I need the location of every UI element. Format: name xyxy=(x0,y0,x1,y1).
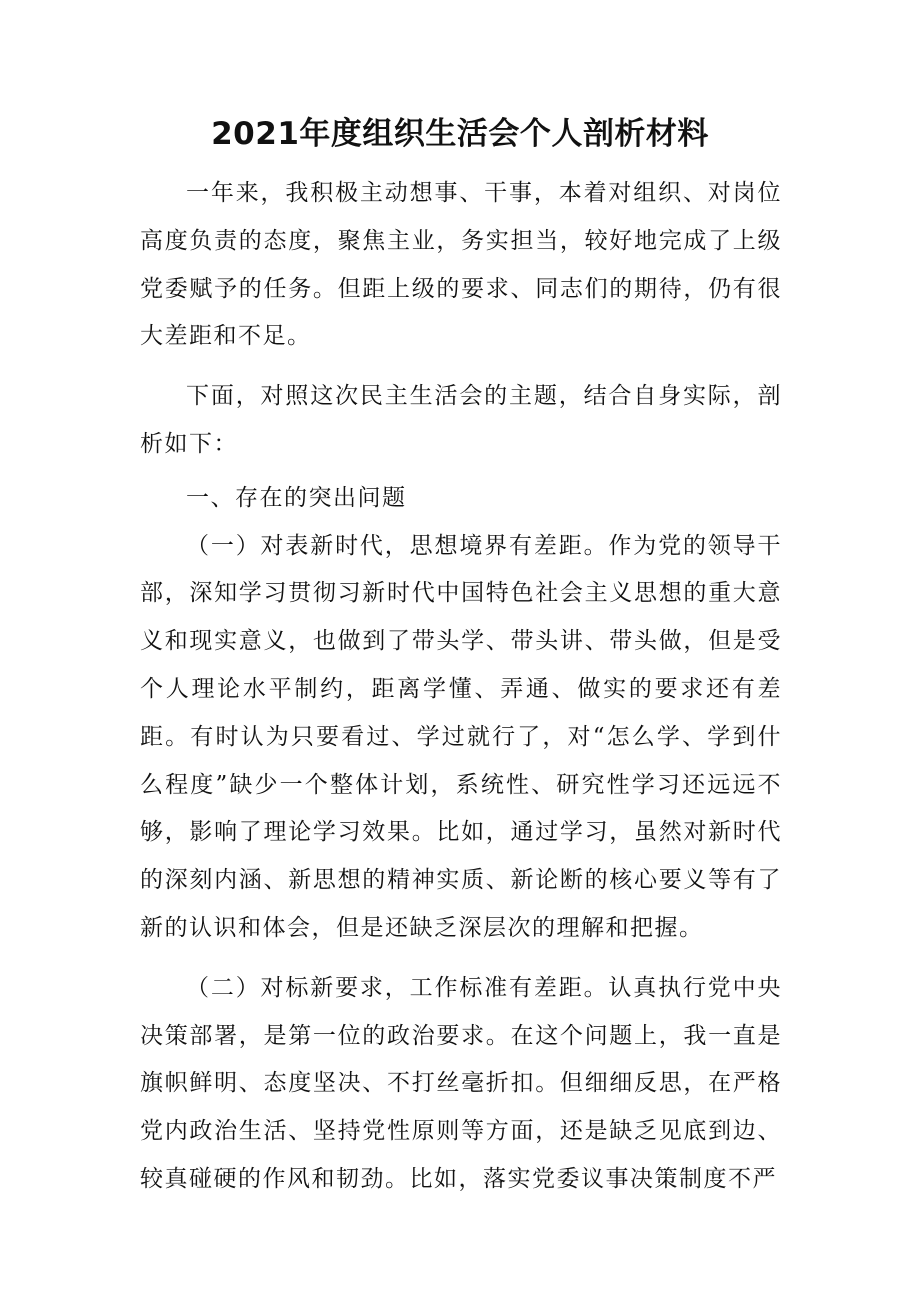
paragraph-outline: 下面，对照这次民主生活会的主题，结合自身实际，剖析如下： xyxy=(140,383,782,457)
document-title: 2021年度组织生活会个人剖析材料 xyxy=(211,116,709,152)
paragraph-problem-1: （一）对表新时代，思想境界有差距。作为党的领导干部，深知学习贯彻习新时代中国特色社会主义思想的重大意义和现实意义，也做到了带头学、带头讲、带头做，但是受个人理论水平制约，距离学懂、弄通、做实的要求还有差距。有时认为只要看过、学过就行了，对“怎么学、学到什么程度”缺少一个整体计划，系统性、研究性学习还远远不够，影响了理论学习效果。比如，通过学习，虽然对新时代的深刻内涵、新思想的精神实质、新论断的核心要义等有了新的认识和体会，但是还缺乏深层次的理解和把握。 xyxy=(140,532,782,941)
section-heading-problems: 一、存在的突出问题 xyxy=(186,484,407,511)
document-body xyxy=(140,170,782,1216)
paragraph-intro: 一年来，我积极主动想事、干事，本着对组织、对岗位高度负责的态度，聚焦主业，务实担当，较好地完成了上级党委赋予的任务。但距上级的要求、同志们的期待，仍有很大差距和不足。 xyxy=(140,180,782,350)
paragraph-problem-2: （二）对标新要求，工作标准有差距。认真执行党中央决策部署，是第一位的政治要求。在这个问题上，我一直是旗帜鲜明、态度坚决、不打丝毫折扣。但细细反思，在严格党内政治生活、坚持党性原则等方面，还是缺乏见底到边、较真碰硬的作风和韧劲。比如，落实党委议事决策制度不严 xyxy=(140,974,782,1192)
